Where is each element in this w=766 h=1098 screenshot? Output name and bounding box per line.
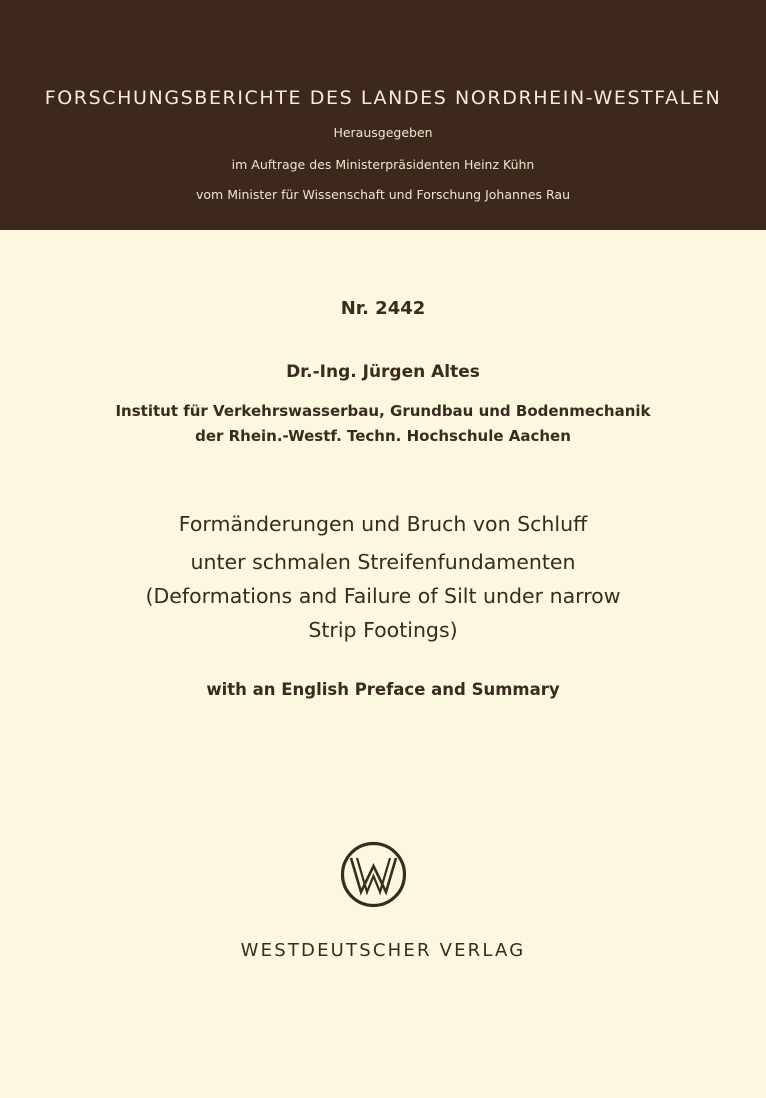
title-line-3: (Deformations and Failure of Silt under narrow <box>145 584 621 608</box>
publisher-name: WESTDEUTSCHER VERLAG <box>240 940 526 961</box>
wv-monogram-icon <box>339 840 408 909</box>
issued-by-line: Herausgegeben <box>333 125 433 140</box>
institute-line-1: Institut für Verkehrswasserbau, Grundbau und Bodenmechanik <box>115 402 651 420</box>
subtitle: with an English Preface and Summary <box>206 680 560 699</box>
series-title: FORSCHUNGSBERICHTE DES LANDES NORDRHEIN-WESTFALEN <box>44 87 722 109</box>
title-line-2: unter schmalen Streifenfundamenten <box>190 550 576 574</box>
on-behalf-of-line: im Auftrage des Ministerpräsidenten Heinz Kühn <box>231 157 535 172</box>
minister-line: vom Minister für Wissenschaft und Forschung Johannes Rau <box>196 187 570 202</box>
report-number: Nr. 2442 <box>340 298 426 319</box>
title-line-4: Strip Footings) <box>308 618 458 642</box>
header-band <box>0 0 766 230</box>
institute-line-2: der Rhein.-Westf. Techn. Hochschule Aachen <box>195 427 571 445</box>
title-line-1: Formänderungen und Bruch von Schluff <box>178 512 588 536</box>
author-name: Dr.-Ing. Jürgen Altes <box>286 362 480 382</box>
